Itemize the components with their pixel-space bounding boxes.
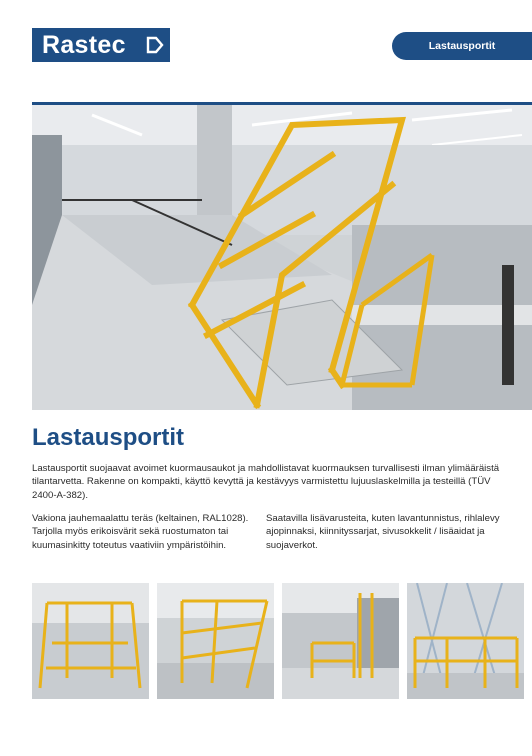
gallery-photo-1 <box>32 583 149 699</box>
page-title: Lastausportit <box>32 424 185 451</box>
gallery-photo-2 <box>157 583 274 699</box>
materials-paragraph: Vakiona jauhemaalattu teräs (keltainen, RAL1028). Tarjolla myös erikoisvärit sekä ruostumaton tai kuumasinkitty toteutus vaativiin ympäristöihin. <box>32 513 249 551</box>
hero-photo <box>32 105 532 410</box>
gallery-photo-3 <box>282 583 399 699</box>
gallery-photo-4 <box>407 583 524 699</box>
logo-chevron-icon <box>146 36 164 54</box>
section-tag: Lastausportit <box>392 32 532 60</box>
brand-name: Rastec <box>42 31 126 59</box>
accessories-paragraph: Saatavilla lisävarusteita, kuten lavantunnistus, rihlalevy ajopinnaksi, kiinnityssarjat, sivusokkelit / lisäaidat ja suojaverkot. <box>266 513 500 551</box>
brand-logo <box>32 28 170 62</box>
intro-paragraph: Lastausportit suojaavat avoimet kuormausaukot ja mahdollistavat kuormauksen turvallisesti ilman ylimääräistä tilantarvetta. Rakenne on kompakti, käyttö kevyttä ja kestävyys varmistettu lujuuslaskelmilla ja testeillä (TÜV 2400-A-382). <box>32 463 500 501</box>
